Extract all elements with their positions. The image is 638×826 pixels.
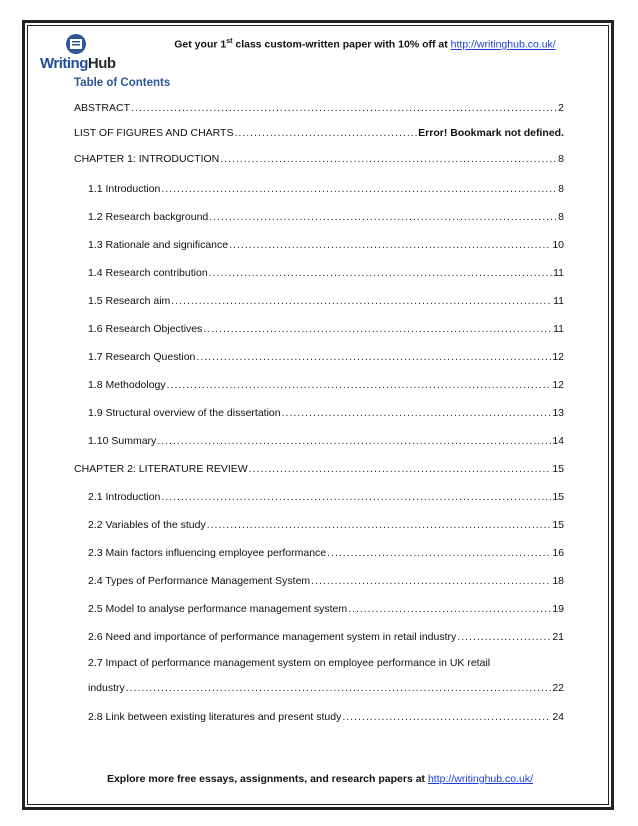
toc-entry-2-6[interactable]: 2.6 Need and importance of performance management system in retail industry ..... 21 <box>88 628 564 644</box>
toc-entry-chapter-1[interactable]: CHAPTER 1: INTRODUCTION ..... 8 <box>74 150 564 166</box>
toc-entry-2-7[interactable]: industry ..... 22 <box>88 679 564 695</box>
toc-entry-1-4[interactable]: 1.4 Research contribution ..... 11 <box>88 264 564 280</box>
toc-entry-1-3[interactable]: 1.3 Rationale and significance ..... 10 <box>88 236 564 252</box>
toc-entry-2-8[interactable]: 2.8 Link between existing literatures and present study ..... 24 <box>88 708 564 724</box>
toc-entry-1-6[interactable]: 1.6 Research Objectives ..... 11 <box>88 320 564 336</box>
toc-entry-1-2[interactable]: 1.2 Research background ..... 8 <box>88 208 564 224</box>
logo-wordmark: WritingHub <box>40 55 116 72</box>
toc-entry-list-of-figures[interactable]: LIST OF FIGURES AND CHARTS ..... Error! Bookmark not defined. <box>74 124 564 140</box>
footer-promo: Explore more free essays, assignments, and research papers at http://writinghub.co.uk/ <box>106 773 534 785</box>
toc-entry-1-7[interactable]: 1.7 Research Question ..... 12 <box>88 348 564 364</box>
toc-entry-2-7-line1[interactable]: 2.7 Impact of performance management system on employee performance in UK retail <box>88 657 491 669</box>
toc-title: Table of Contents <box>74 77 171 89</box>
toc-entry-2-4[interactable]: 2.4 Types of Performance Management System ..... 18 <box>88 572 564 588</box>
footer-link[interactable]: http://writinghub.co.uk/ <box>427 773 534 785</box>
header-promo: Get your 1st class custom-written paper with 10% off at http://writinghub.co.uk/ <box>174 38 556 51</box>
toc-entry-2-2[interactable]: 2.2 Variables of the study ..... 15 <box>88 516 564 532</box>
toc-entry-1-9[interactable]: 1.9 Structural overview of the dissertation ..... 13 <box>88 404 564 420</box>
toc-entry-2-3[interactable]: 2.3 Main factors influencing employee performance ..... 16 <box>88 544 564 560</box>
toc-entry-1-1[interactable]: 1.1 Introduction ..... 8 <box>88 180 564 196</box>
toc-entry-1-5[interactable]: 1.5 Research aim ..... 11 <box>88 292 564 308</box>
toc-entry-1-8[interactable]: 1.8 Methodology ..... 12 <box>88 376 564 392</box>
writinghub-logo <box>40 34 140 74</box>
toc-entry-chapter-2[interactable]: CHAPTER 2: LITERATURE REVIEW ..... 15 <box>74 460 564 476</box>
toc-entry-2-5[interactable]: 2.5 Model to analyse performance management system ..... 19 <box>88 600 564 616</box>
toc-entry-1-10[interactable]: 1.10 Summary ..... 14 <box>88 432 564 448</box>
toc-entry-abstract[interactable]: ABSTRACT ..... 2 <box>74 99 564 115</box>
toc-entry-2-1[interactable]: 2.1 Introduction ..... 15 <box>88 488 564 504</box>
header-link[interactable]: http://writinghub.co.uk/ <box>450 38 556 51</box>
